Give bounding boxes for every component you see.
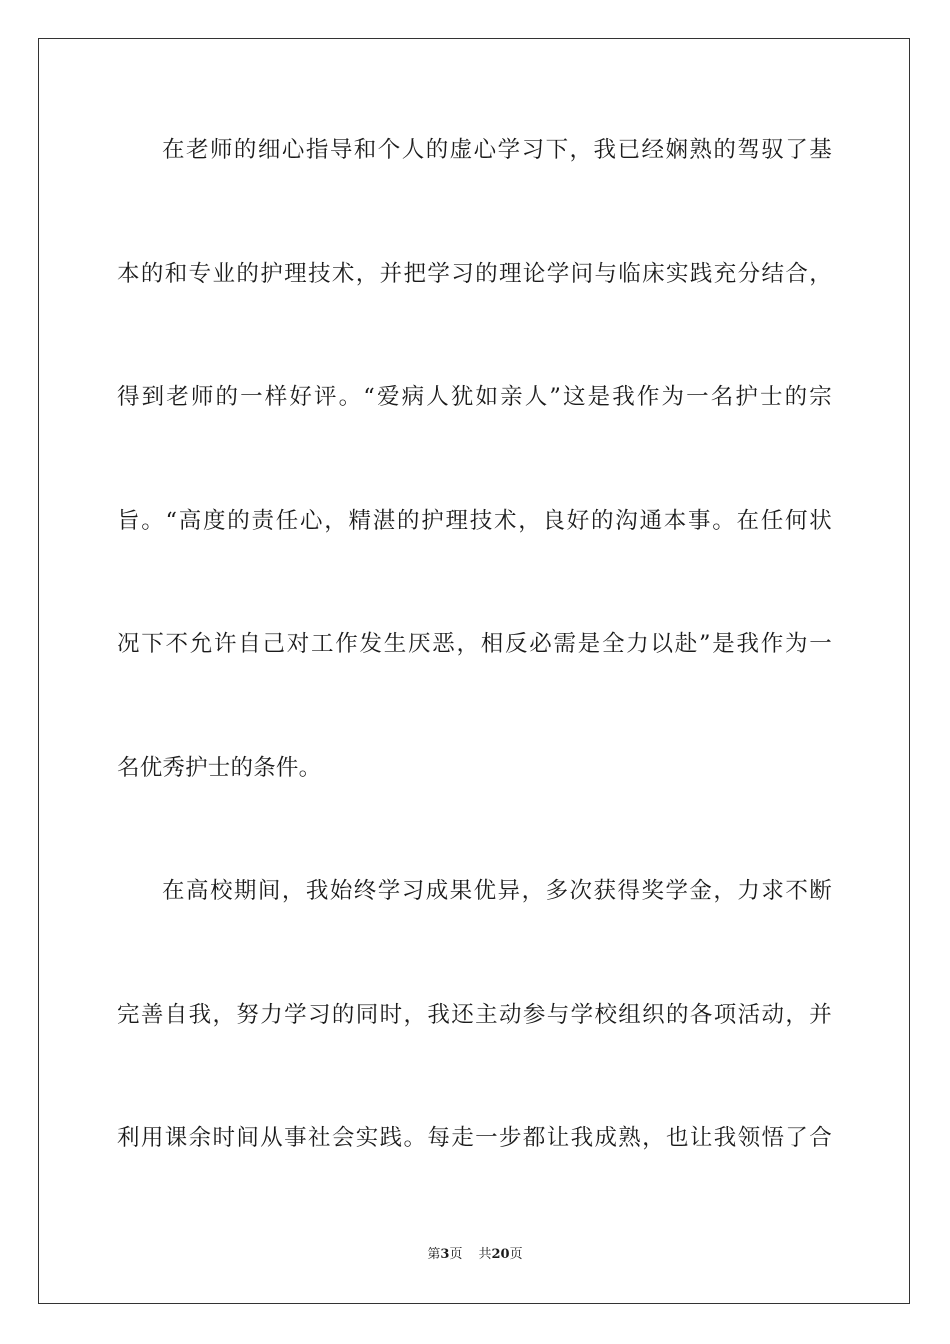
- footer-total-prefix: 共: [478, 1247, 492, 1262]
- footer-page-prefix: 第: [427, 1247, 441, 1262]
- paragraph-1-line-3: 得到老师的一样好评。“爱病人犹如亲人”这是我作为一名护士的宗: [117, 384, 832, 410]
- paragraph-1-line-1: 在老师的细心指导和个人的虚心学习下，我已经娴熟的驾驭了基: [162, 137, 832, 163]
- paragraph-1-line-2: 本的和专业的护理技术，并把学习的理论学问与临床实践充分结合，: [117, 261, 832, 287]
- page-footer: [0, 1246, 950, 1264]
- footer-total-pages: 20: [491, 1247, 510, 1262]
- paragraph-2-line-1: 在高校期间，我始终学习成果优异，多次获得奖学金，力求不断: [162, 878, 832, 904]
- paragraph-2-line-3: 利用课余时间从事社会实践。每走一步都让我成熟，也让我领悟了合: [117, 1125, 832, 1151]
- footer-page-suffix: 页: [449, 1247, 463, 1262]
- paragraph-2-line-2: 完善自我，努力学习的同时，我还主动参与学校组织的各项活动，并: [117, 1002, 832, 1028]
- footer-page-number: 3: [440, 1247, 450, 1262]
- paragraph-1-line-5: 况下不允许自己对工作发生厌恶，相反必需是全力以赴”是我作为一: [117, 631, 832, 657]
- page-border: [38, 38, 910, 1304]
- paragraph-1-line-6: 名优秀护士的条件。: [117, 755, 322, 781]
- footer-total-suffix: 页: [509, 1247, 523, 1262]
- paragraph-1-line-4: 旨。“高度的责任心，精湛的护理技术，良好的沟通本事。在任何状: [117, 508, 832, 534]
